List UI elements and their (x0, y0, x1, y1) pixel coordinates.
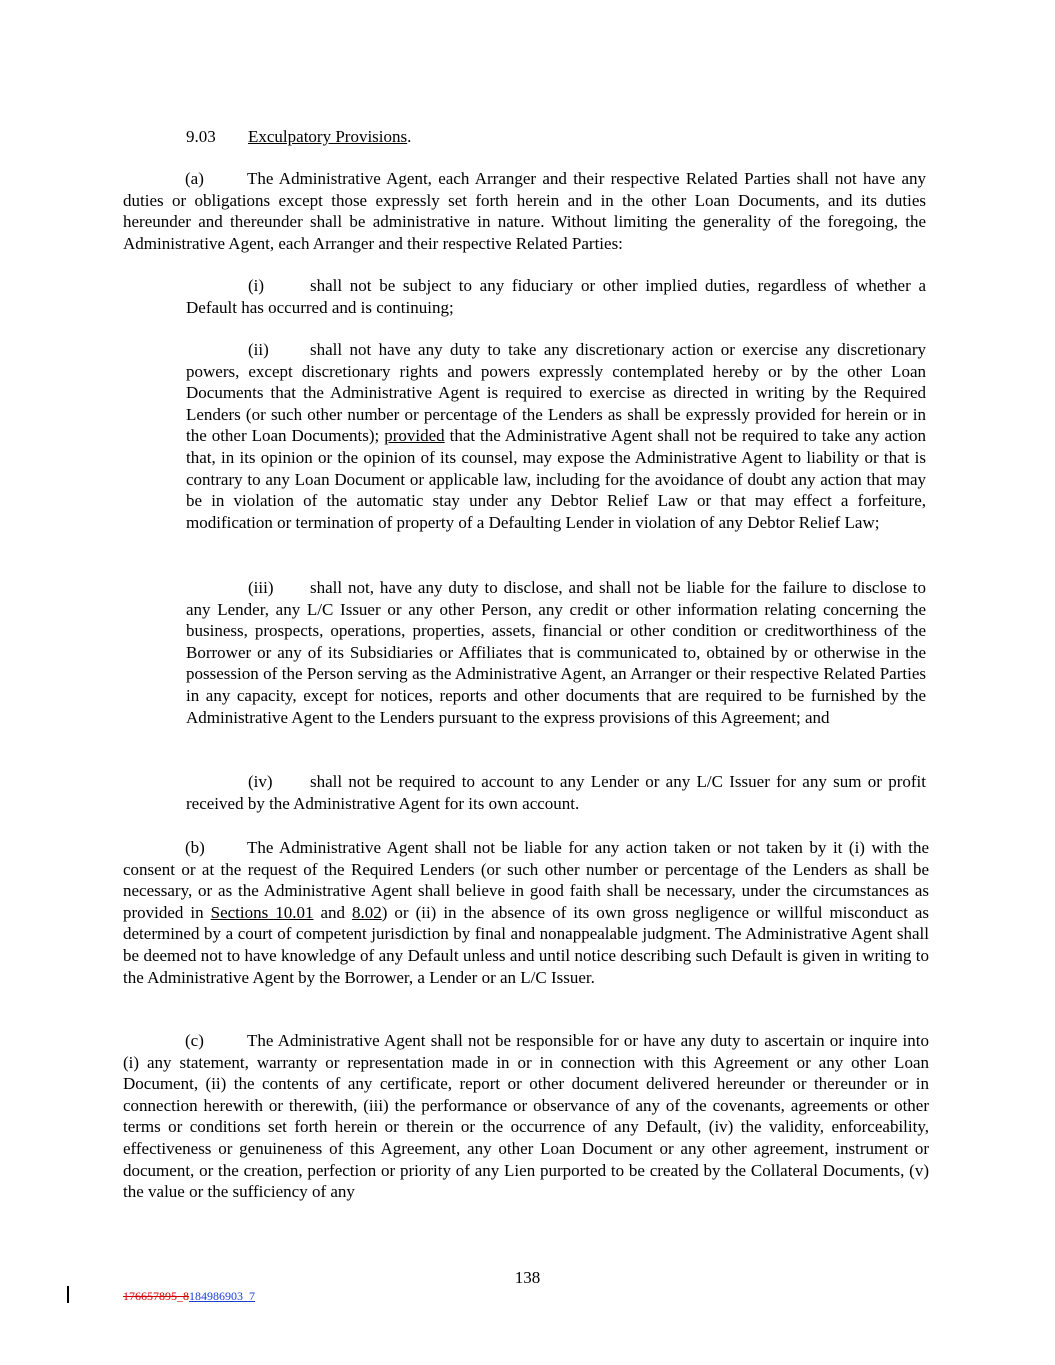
paragraph-c-label: (c) (185, 1031, 204, 1050)
subclause-ii (186, 339, 926, 533)
subclause-i-label: (i) (248, 276, 265, 295)
subclause-iv (186, 771, 926, 814)
paragraph-b (123, 837, 929, 988)
subclause-iii (186, 577, 926, 728)
page-number: 138 (514, 1268, 541, 1287)
subclause-i (186, 275, 926, 318)
section-ref-10-01: Sections 10.01 (210, 902, 314, 922)
paragraph-a-text: The Administrative Agent, each Arranger and their respective Related Parties shall not have any duties or obligations except those expressly set forth herein and in the other Loan Documents, and its duties hereunder and thereunder shall be administrative in nature. Without limiting the generality of the foregoing, the Administrative Agent, each Arranger and their respective Related Parties: (123, 169, 926, 253)
subclause-ii-text-1: shall not have any duty to take any discretionary action or exercise any discretionary powers, except discretionary rights and powers expressly contemplated hereby or by the other Loan Documents that the Administrative Agent is required to exercise as directed in writing by the Required Lenders (or such other number or percentage of the Lenders as shall be expressly provided for herein or in the other Loan Documents); (186, 340, 926, 446)
paragraph-a (123, 168, 926, 254)
section-heading (186, 126, 411, 148)
section-title-period: . (407, 127, 412, 146)
deleted-doc-id: 176657895_8 (123, 1289, 189, 1303)
document-id-footer (123, 1289, 255, 1303)
subclause-iii-label: (iii) (248, 578, 274, 597)
section-number: 9.03 (186, 127, 216, 146)
subclause-iii-text: shall not, have any duty to disclose, and shall not be liable for the failure to disclose to any Lender, any L/C Issuer or any other Person, any credit or other information relating concerning the business, prospects, operations, properties, assets, financial or other condition or creditworthiness of the Borrower or any of its Subsidiaries or Affiliates that is communicated to, obtained by or otherwise in the possession of the Person serving as the Administrative Agent, an Arranger or their respective Related Parties in any capacity, except for notices, reports and other documents that are required to be furnished by the Administrative Agent to the Lenders pursuant to the express provisions of this Agreement; and (186, 578, 926, 727)
paragraph-b-text-2: ) or (ii) in the absence of its own gross negligence or willful misconduct as determined by a court of competent jurisdiction by final and nonappealable judgment. The Administrative Agent shall be deemed not to have knowledge of any Default unless and until notice describing such Default is given in writing to the Administrative Agent by the Borrower, a Lender or an L/C Issuer. (123, 902, 930, 987)
paragraph-c-text: The Administrative Agent shall not be responsible for or have any duty to ascertain or inquire into (i) any statement, warranty or representation made in or in connection with this Agreement or any other Loan Document, (ii) the contents of any certificate, report or other document delivered hereunder or thereunder or in connection herewith or therewith, (iii) the performance or observance of any of the covenants, agreements or other terms or conditions set forth herein or therein or the occurrence of any Default, (iv) the validity, enforceability, effectiveness or genuineness of this Agreement, any other Loan Document or any other agreement, instrument or document, or the creation, perfection or priority of any Lien purported to be created by the Collateral Documents, (v) the value or the sufficiency of any (123, 1031, 929, 1202)
paragraph-c (123, 1030, 929, 1203)
section-title: Exculpatory Provisions (248, 127, 408, 146)
paragraph-b-and: and (313, 902, 353, 922)
paragraph-a-label: (a) (185, 169, 204, 188)
change-bar (67, 1286, 69, 1303)
inserted-doc-id: 184986903_7 (189, 1289, 255, 1303)
paragraph-b-label: (b) (185, 838, 205, 857)
subclause-iv-label: (iv) (248, 772, 273, 791)
provided-term: provided (384, 426, 445, 446)
subclause-ii-text-2: that the Administrative Agent shall not be required to take any action that, in its opinion or the opinion of its counsel, may expose the Administrative Agent to liability or that is contrary to any Loan Document or applicable law, including for the avoidance of doubt any action that may be in violation of the automatic stay under any Debtor Relief Law or that may effect a forfeiture, modification or termination of property of a Defaulting Lender in violation of any Debtor Relief Law; (186, 426, 926, 532)
subclause-i-text: shall not be subject to any fiduciary or other implied duties, regardless of whether a Default has occurred and is continuing; (186, 276, 926, 317)
subclause-iv-text: shall not be required to account to any Lender or any L/C Issuer for any sum or profit received by the Administrative Agent for its own account. (186, 772, 926, 813)
paragraph-b-text-1: The Administrative Agent shall not be liable for any action taken or not taken by it (i) with the consent or at the request of the Required Lenders (or such other number or percentage of the Lenders as shall be necessary, or as the Administrative Agent shall believe in good faith shall be necessary, under the circumstances as provided in (123, 838, 929, 922)
section-ref-8-02: 8.02 (352, 902, 382, 922)
subclause-ii-label: (ii) (248, 340, 269, 359)
